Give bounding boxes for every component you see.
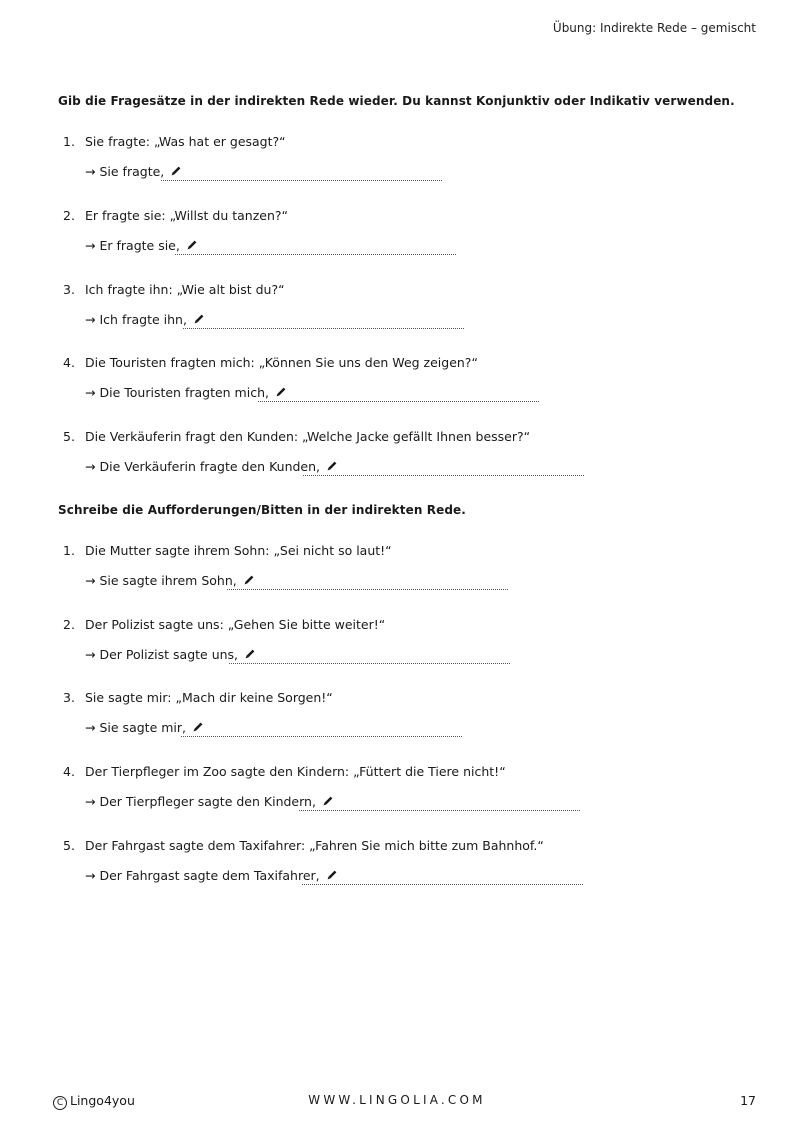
pencil-icon: [243, 574, 255, 586]
answer-input-line[interactable]: [303, 475, 584, 476]
exercise-item: [63, 355, 753, 403]
question-text: [63, 282, 753, 298]
answer-row: [85, 312, 753, 330]
answer-prefix: Sie fragte,: [99, 164, 165, 179]
answer-prefix: Sie sagte ihrem Sohn,: [99, 573, 237, 588]
answer-prefix: Der Tierpfleger sagte den Kindern,: [99, 794, 316, 809]
exercise-item: [63, 282, 753, 330]
pencil-icon: [244, 648, 256, 660]
page-header-title: Übung: Indirekte Rede – gemischt: [552, 21, 756, 35]
item-number: 1.: [63, 134, 75, 149]
question-text: [63, 838, 753, 854]
arrow-icon: →: [85, 164, 96, 179]
exercise-item: [63, 134, 753, 182]
exercise-item: [63, 764, 753, 812]
arrow-icon: →: [85, 720, 96, 735]
exercise-item: [63, 429, 753, 477]
item-number: 2.: [63, 617, 75, 632]
question-text: [63, 355, 753, 371]
arrow-icon: →: [85, 794, 96, 809]
arrow-icon: →: [85, 868, 96, 883]
footer-brand: Lingo4you: [70, 1093, 135, 1108]
question-sentence: Er fragte sie: „Willst du tanzen?“: [85, 208, 288, 223]
answer-input-line[interactable]: [227, 589, 508, 590]
question-sentence: Der Tierpfleger im Zoo sagte den Kindern: „Füttert die Tiere nicht!“: [85, 764, 506, 779]
arrow-icon: →: [85, 312, 96, 327]
question-text: [63, 617, 753, 633]
exercise-item: [63, 690, 753, 738]
page-number: 17: [740, 1093, 756, 1108]
item-number: 4.: [63, 764, 75, 779]
arrow-icon: →: [85, 385, 96, 400]
pencil-icon: [322, 795, 334, 807]
pencil-icon: [326, 460, 338, 472]
pencil-icon: [275, 386, 287, 398]
answer-row: [85, 238, 753, 256]
answer-input-line[interactable]: [175, 254, 456, 255]
pencil-icon: [326, 869, 338, 881]
arrow-icon: →: [85, 238, 96, 253]
answer-row: [85, 459, 753, 477]
question-text: [63, 208, 753, 224]
item-number: 2.: [63, 208, 75, 223]
answer-prefix: Der Fahrgast sagte dem Taxifahrer,: [99, 868, 320, 883]
question-text: [63, 429, 753, 445]
answer-input-line[interactable]: [161, 180, 442, 181]
pencil-icon: [193, 313, 205, 325]
question-sentence: Der Polizist sagte uns: „Gehen Sie bitte weiter!“: [85, 617, 386, 632]
answer-input-line[interactable]: [299, 810, 580, 811]
question-sentence: Sie fragte: „Was hat er gesagt?“: [85, 134, 286, 149]
item-number: 3.: [63, 282, 75, 297]
answer-row: [85, 868, 753, 886]
answer-row: [85, 720, 753, 738]
arrow-icon: →: [85, 459, 96, 474]
question-text: [63, 134, 753, 150]
answer-prefix: Der Polizist sagte uns,: [99, 647, 239, 662]
answer-prefix: Er fragte sie,: [99, 238, 180, 253]
item-number: 3.: [63, 690, 75, 705]
answer-prefix: Die Verkäuferin fragte den Kunden,: [99, 459, 321, 474]
item-number: 5.: [63, 838, 75, 853]
answer-prefix: Sie sagte mir,: [99, 720, 186, 735]
item-number: 1.: [63, 543, 75, 558]
answer-prefix: Die Touristen fragten mich,: [99, 385, 269, 400]
exercise-item: [63, 208, 753, 256]
answer-input-line[interactable]: [183, 328, 464, 329]
question-text: [63, 543, 753, 559]
section-2-instruction: Schreibe die Aufforderungen/Bitten in der indirekten Rede.: [58, 503, 466, 517]
exercise-item: [63, 543, 753, 591]
answer-input-line[interactable]: [181, 736, 462, 737]
question-sentence: Die Touristen fragten mich: „Können Sie uns den Weg zeigen?“: [85, 355, 478, 370]
item-number: 4.: [63, 355, 75, 370]
arrow-icon: →: [85, 573, 96, 588]
pencil-icon: [192, 721, 204, 733]
exercise-item: [63, 617, 753, 665]
answer-input-line[interactable]: [258, 401, 539, 402]
answer-input-line[interactable]: [229, 663, 510, 664]
pencil-icon: [170, 165, 182, 177]
answer-row: [85, 573, 753, 591]
question-text: [63, 690, 753, 706]
answer-input-line[interactable]: [302, 884, 583, 885]
question-sentence: Die Mutter sagte ihrem Sohn: „Sei nicht so laut!“: [85, 543, 392, 558]
pencil-icon: [186, 239, 198, 251]
item-number: 5.: [63, 429, 75, 444]
question-sentence: Sie sagte mir: „Mach dir keine Sorgen!“: [85, 690, 333, 705]
answer-row: [85, 385, 753, 403]
arrow-icon: →: [85, 647, 96, 662]
question-sentence: Der Fahrgast sagte dem Taxifahrer: „Fahren Sie mich bitte zum Bahnhof.“: [85, 838, 544, 853]
copyright-icon: C: [53, 1096, 67, 1110]
question-sentence: Die Verkäuferin fragt den Kunden: „Welche Jacke gefällt Ihnen besser?“: [85, 429, 531, 444]
question-text: [63, 764, 753, 780]
answer-row: [85, 164, 753, 182]
answer-row: [85, 647, 753, 665]
question-sentence: Ich fragte ihn: „Wie alt bist du?“: [85, 282, 285, 297]
answer-prefix: Ich fragte ihn,: [99, 312, 187, 327]
exercise-item: [63, 838, 753, 886]
footer-website[interactable]: WWW.LINGOLIA.COM: [308, 1093, 486, 1107]
answer-row: [85, 794, 753, 812]
section-1-instruction: Gib die Fragesätze in der indirekten Rede wieder. Du kannst Konjunktiv oder Indikativ verwenden.: [58, 94, 735, 108]
